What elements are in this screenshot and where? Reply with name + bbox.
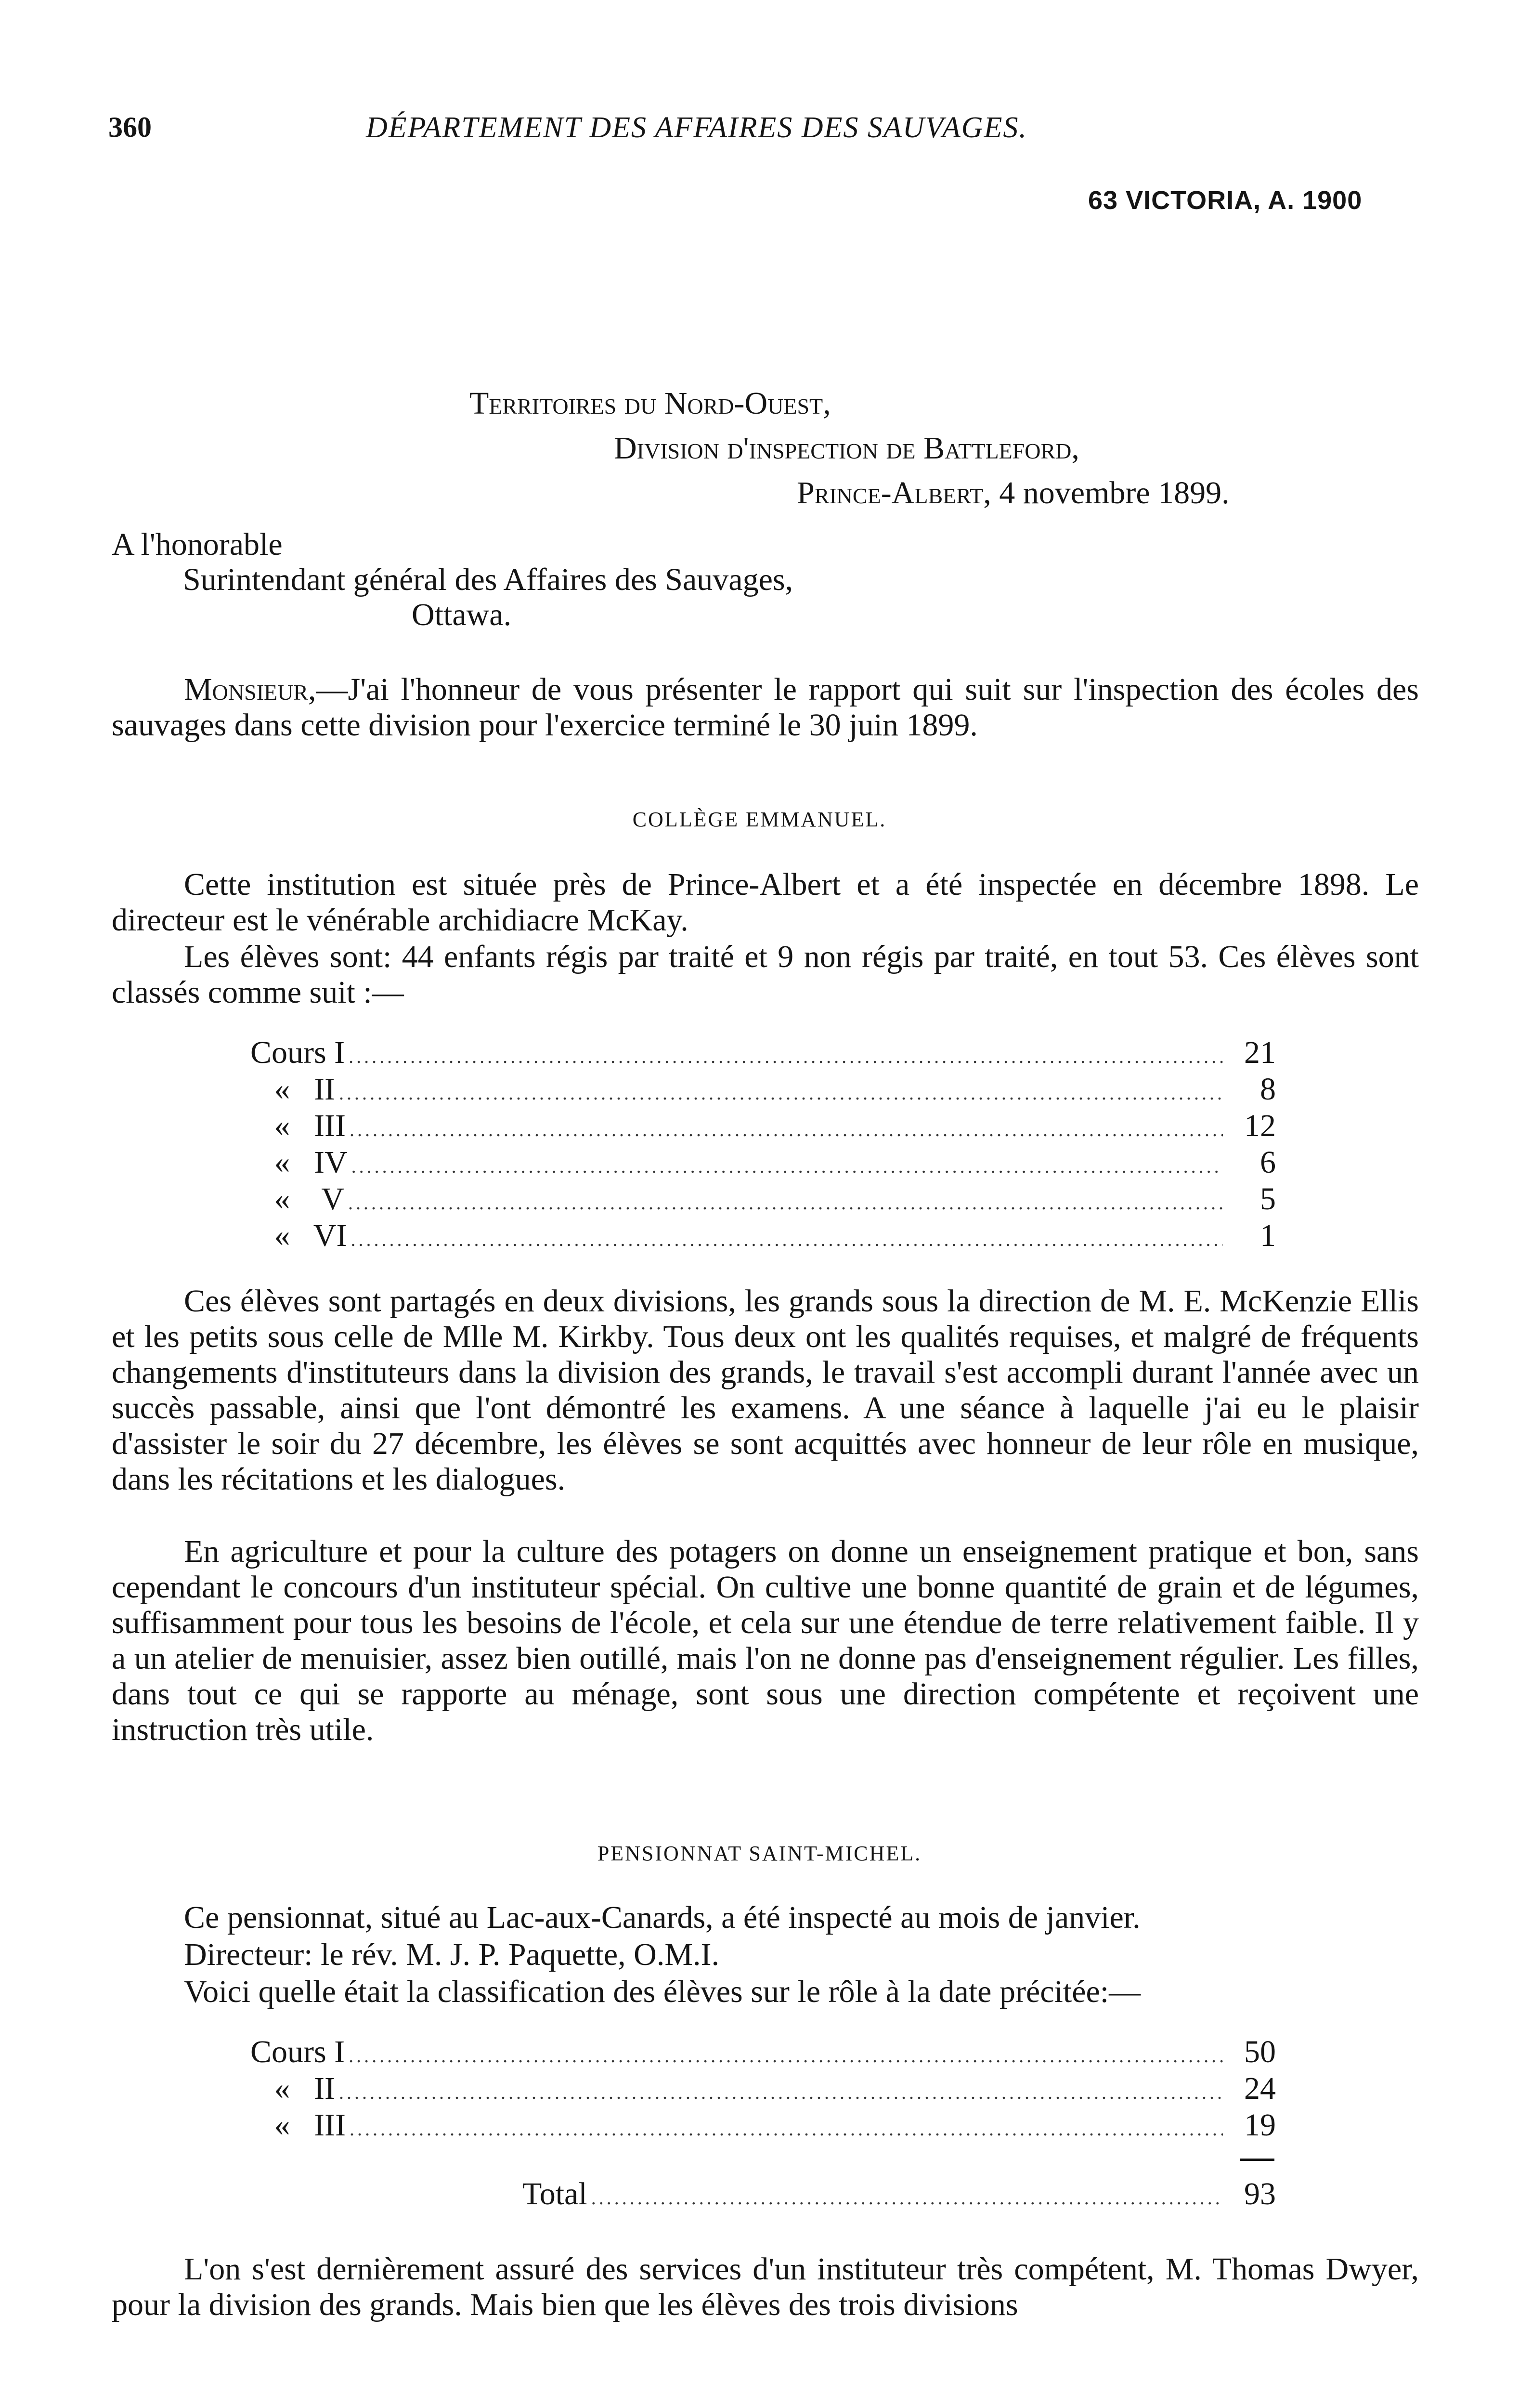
section1-paragraph-3: Ces élèves sont partagés en deux divisions, les grands sous la direction de M. E. McKenzie Ellis et les petits sous celle de Mlle M. Kirkby. Tous deux ont les qualités requises, et malgré de fréquents changements d'instituteurs dans la division des grands, le travail s'est accompli durant l'année avec un succès passable, ainsi que l'ont démontré les examens. A une séance à laquelle j'ai eu le plaisir d'assister le soir du 27 décembre, les élèves se sont acquittés avec honneur de leur rôle en musique, dans les récitations et les dialogues. (112, 1283, 1419, 1497)
leader-dots (350, 1118, 1223, 1141)
intro-text: —J'ai l'honneur de vous présenter le rapport qui suit sur l'inspection des écoles des sauvages dans cette division pour l'exercice terminé le 30 juin 1899. (112, 672, 1419, 743)
leader-dots (349, 2044, 1223, 2067)
table-row (250, 1181, 1276, 1217)
row-value: 6 (1260, 1145, 1276, 1180)
address-line-1: Territoires du Nord-Ouest, (469, 386, 831, 421)
table-row (250, 2070, 1276, 2107)
leader-dots (339, 1082, 1223, 1104)
row-label: « II (250, 2071, 335, 2106)
row-value: 19 (1244, 2107, 1276, 2143)
section1-paragraph-4: En agriculture et pour la culture des potagers on donne un enseignement pratique et bon, sans cependant le concours d'un instituteur spécial. On cultive une bonne quantité de grain et de légumes, suffisamment pour tous les besoins de l'école, et cela sur une étendue de terre relativement faible. Il y a un atelier de menuisier, assez bien outillé, mais l'on ne donne pas d'enseignement régulier. Les filles, dans tout ce qui se rapporte au ménage, sont sous une direction compétente et reçoivent une instruction très utile. (112, 1534, 1419, 1747)
table-row (250, 1108, 1276, 1144)
session-label: 63 VICTORIA, A. 1900 (1088, 186, 1363, 215)
table-row (250, 2107, 1276, 2144)
section1-paragraph-2: Les élèves sont: 44 enfants régis par traité et 9 non régis par traité, en tout 53. Ces élèves sont classés comme suit :— (112, 939, 1419, 1010)
row-label: Cours I (250, 2034, 345, 2069)
address-date: 4 novembre 1899. (999, 475, 1230, 510)
section2-line-2: Directeur: le rév. M. J. P. Paquette, O.M.I. (184, 1937, 719, 1972)
row-value: 1 (1260, 1218, 1276, 1253)
row-value: 24 (1244, 2071, 1276, 2106)
row-value: 50 (1244, 2034, 1276, 2069)
row-value: 21 (1244, 1035, 1276, 1070)
table-row (250, 1071, 1276, 1108)
leader-dots (591, 2186, 1223, 2209)
section-title-pensionnat-saint-michel: PENSIONNAT SAINT-MICHEL. (597, 1842, 922, 1865)
row-label: « IV (250, 1145, 348, 1180)
row-label: « V (250, 1181, 344, 1217)
table-row (250, 1144, 1276, 1181)
running-head: DÉPARTEMENT DES AFFAIRES DES SAUVAGES. (366, 111, 1027, 144)
intro-paragraph (112, 672, 1419, 743)
section1-paragraph-1: Cette institution est située près de Prince-Albert et a été inspectée en décembre 1898. Le directeur est le vénérable archidiacre McKay. (112, 867, 1419, 938)
salutation: Monsieur, (184, 672, 316, 707)
row-value: 8 (1260, 1072, 1276, 1107)
leader-dots (339, 2081, 1223, 2104)
leader-dots (348, 1191, 1223, 1214)
recipient-line-1: A l'honorable (112, 527, 283, 562)
row-value: 12 (1244, 1108, 1276, 1143)
leader-dots (349, 1045, 1223, 1068)
row-label: « VI (250, 1218, 347, 1253)
table-row (250, 2034, 1276, 2070)
leader-dots (351, 1228, 1223, 1251)
address-place: Prince-Albert, (797, 475, 991, 510)
section2-line-3: Voici quelle était la classification des élèves sur le rôle à la date précitée:— (184, 1974, 1141, 2009)
section2-line-1: Ce pensionnat, situé au Lac-aux-Canards, a été inspecté au mois de janvier. (184, 1900, 1141, 1935)
section-title-college-emmanuel: COLLÈGE EMMANUEL. (632, 808, 887, 831)
total-row (522, 2176, 1276, 2212)
row-label: « III (250, 1108, 346, 1143)
address-line-3 (797, 475, 1230, 511)
row-label: « III (250, 2107, 346, 2143)
recipient-line-2: Surintendant général des Affaires des Sauvages, (183, 562, 793, 597)
leader-dots (351, 1155, 1223, 1178)
leader-dots (350, 2118, 1223, 2140)
total-label: Total (522, 2176, 587, 2212)
row-label: Cours I (250, 1035, 345, 1070)
recipient-line-3: Ottawa. (412, 597, 512, 632)
address-line-2: Division d'inspection de Battleford, (614, 431, 1079, 466)
row-label: « II (250, 1072, 335, 1107)
row-value: 5 (1260, 1181, 1276, 1217)
page-number: 360 (108, 111, 152, 143)
table-row (250, 1034, 1276, 1071)
table-row (250, 1217, 1276, 1254)
total-value: 93 (1244, 2176, 1276, 2212)
section2-paragraph-last: L'on s'est dernièrement assuré des services d'un instituteur très compétent, M. Thomas Dwyer, pour la division des grands. Mais bien que les élèves des trois divisions (112, 2251, 1419, 2322)
total-rule (1240, 2159, 1274, 2161)
